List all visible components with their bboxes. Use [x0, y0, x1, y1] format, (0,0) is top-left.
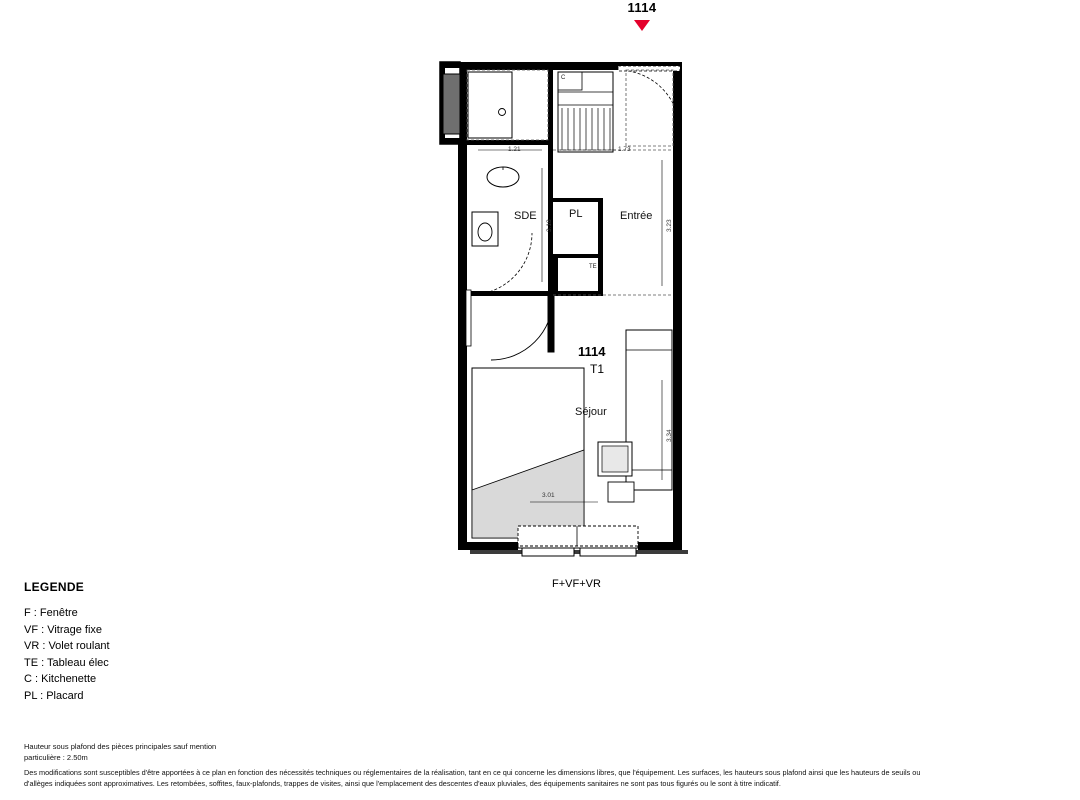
room-label-pl: PL: [569, 208, 583, 220]
legend: [24, 580, 354, 705]
dim-sejour-width: 3.01: [542, 492, 555, 499]
dim-sde-depth: 3.18: [546, 219, 553, 232]
room-label-entree: Entrée: [620, 210, 653, 222]
unit-marker: [600, 0, 684, 31]
room-label-sejour: Séjour: [575, 406, 607, 418]
legend-item-vr: VR : Volet roulant: [24, 640, 110, 652]
legend-item-vf: VF : Vitrage fixe: [24, 623, 103, 636]
plan-unit-type: T1: [590, 362, 605, 376]
disclaimer-note: [24, 768, 1064, 789]
window-tag-label: F+VF+VR: [552, 578, 601, 590]
kitchenette-fixture: [558, 72, 613, 152]
room-label-te: TE: [589, 264, 597, 270]
ceiling-note-line1: Hauteur sous plafond des pièces principales sauf mention: [24, 742, 217, 751]
legend-item-f: F : Fenêtre: [24, 607, 78, 619]
disclaimer-line2: d'allèges indiquées sont approximatives. Les retombées, soffites, faux-plafonds, trappes de visites, ainsi que l'emplacement des descentes d'eaux pluviales, des équipements sanitaires ne sont pas tous figurés ou le sont à titre indicatif.: [24, 778, 781, 788]
ceiling-height-note: [24, 741, 444, 763]
disclaimer-line1: Des modifications sont susceptibles d'être apportées à ce plan en fonction des nécessités techniques ou réglementaires de la réalisation, tant en ce qui concerne les dimensions libres, que l'équipement. Les surfaces, les hauteurs sous plafond ainsi que les hauteurs de seuils ou: [24, 768, 921, 777]
plan-unit-number: 1114: [578, 344, 606, 359]
sejour-door: [491, 296, 554, 360]
bed-furniture: [472, 368, 584, 538]
legend-item-pl: PL : Placard: [24, 689, 84, 702]
dim-kitchen-width: 1.21: [508, 146, 521, 153]
floor-plan-drawing: [430, 50, 720, 580]
legend-item-c: C : Kitchenette: [24, 673, 97, 685]
room-label-sde: SDE: [514, 210, 537, 222]
ceiling-note-line2: particulière : 2.50m: [24, 753, 88, 762]
dim-sejour-depth: 3.34: [666, 429, 673, 442]
dim-entry-width: 1.73: [618, 146, 631, 153]
bathroom-fixtures: [466, 72, 532, 346]
living-furniture: [598, 330, 672, 502]
room-label-kitchenette: C: [561, 75, 566, 81]
unit-marker-number: 1114: [627, 0, 657, 15]
floor-plan: [430, 50, 720, 590]
legend-item-te: TE : Tableau élec: [24, 656, 109, 669]
unit-marker-arrow-icon: [634, 20, 650, 31]
entry-door: [618, 66, 680, 132]
legend-title: LEGENDE: [24, 580, 85, 594]
dim-entry-depth: 3.23: [666, 219, 673, 232]
